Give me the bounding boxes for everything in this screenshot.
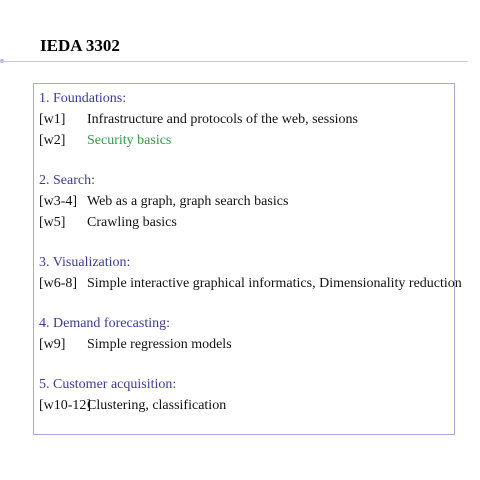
slide-title: IEDA 3302 — [40, 36, 120, 55]
section-heading: 1. Foundations: — [39, 91, 127, 106]
course-outline-box — [33, 83, 462, 435]
section-heading: 4. Demand forecasting: — [39, 316, 171, 331]
topic-text: Web as a graph, graph search basics — [87, 194, 289, 209]
topic-text: Crawling basics — [87, 215, 177, 230]
topic-text: Simple interactive graphical informatics, Dimensionality reduction — [87, 276, 462, 291]
week-tag: [w2] — [39, 133, 66, 148]
list-item — [39, 130, 454, 151]
week-tag: [w6-8] — [39, 276, 78, 291]
topic-text: Clustering, classification — [87, 398, 227, 413]
list-item — [39, 109, 454, 130]
week-tag: [w9] — [39, 337, 66, 352]
topic-text-highlighted: Security basics — [87, 133, 172, 148]
topic-text: Simple regression models — [87, 337, 232, 352]
section-search — [39, 170, 454, 233]
section-visualization — [39, 252, 462, 294]
title-divider — [0, 61, 468, 62]
section-customer-acquisition — [39, 374, 454, 416]
section-foundations — [39, 88, 454, 151]
list-item — [39, 212, 454, 233]
list-item — [39, 334, 454, 355]
list-item — [39, 191, 454, 212]
week-tag: [w3-4] — [39, 194, 78, 209]
section-heading: 3. Visualization: — [39, 255, 131, 270]
section-heading: 2. Search: — [39, 173, 95, 188]
week-tag: [w10-12] — [39, 398, 92, 413]
topic-text: Infrastructure and protocols of the web, sessions — [87, 112, 358, 127]
week-tag: [w5] — [39, 215, 66, 230]
list-item — [39, 395, 454, 416]
section-demand-forecasting — [39, 313, 454, 355]
list-item — [39, 273, 462, 294]
section-heading: 5. Customer acquisition: — [39, 377, 177, 392]
week-tag: [w1] — [39, 112, 66, 127]
